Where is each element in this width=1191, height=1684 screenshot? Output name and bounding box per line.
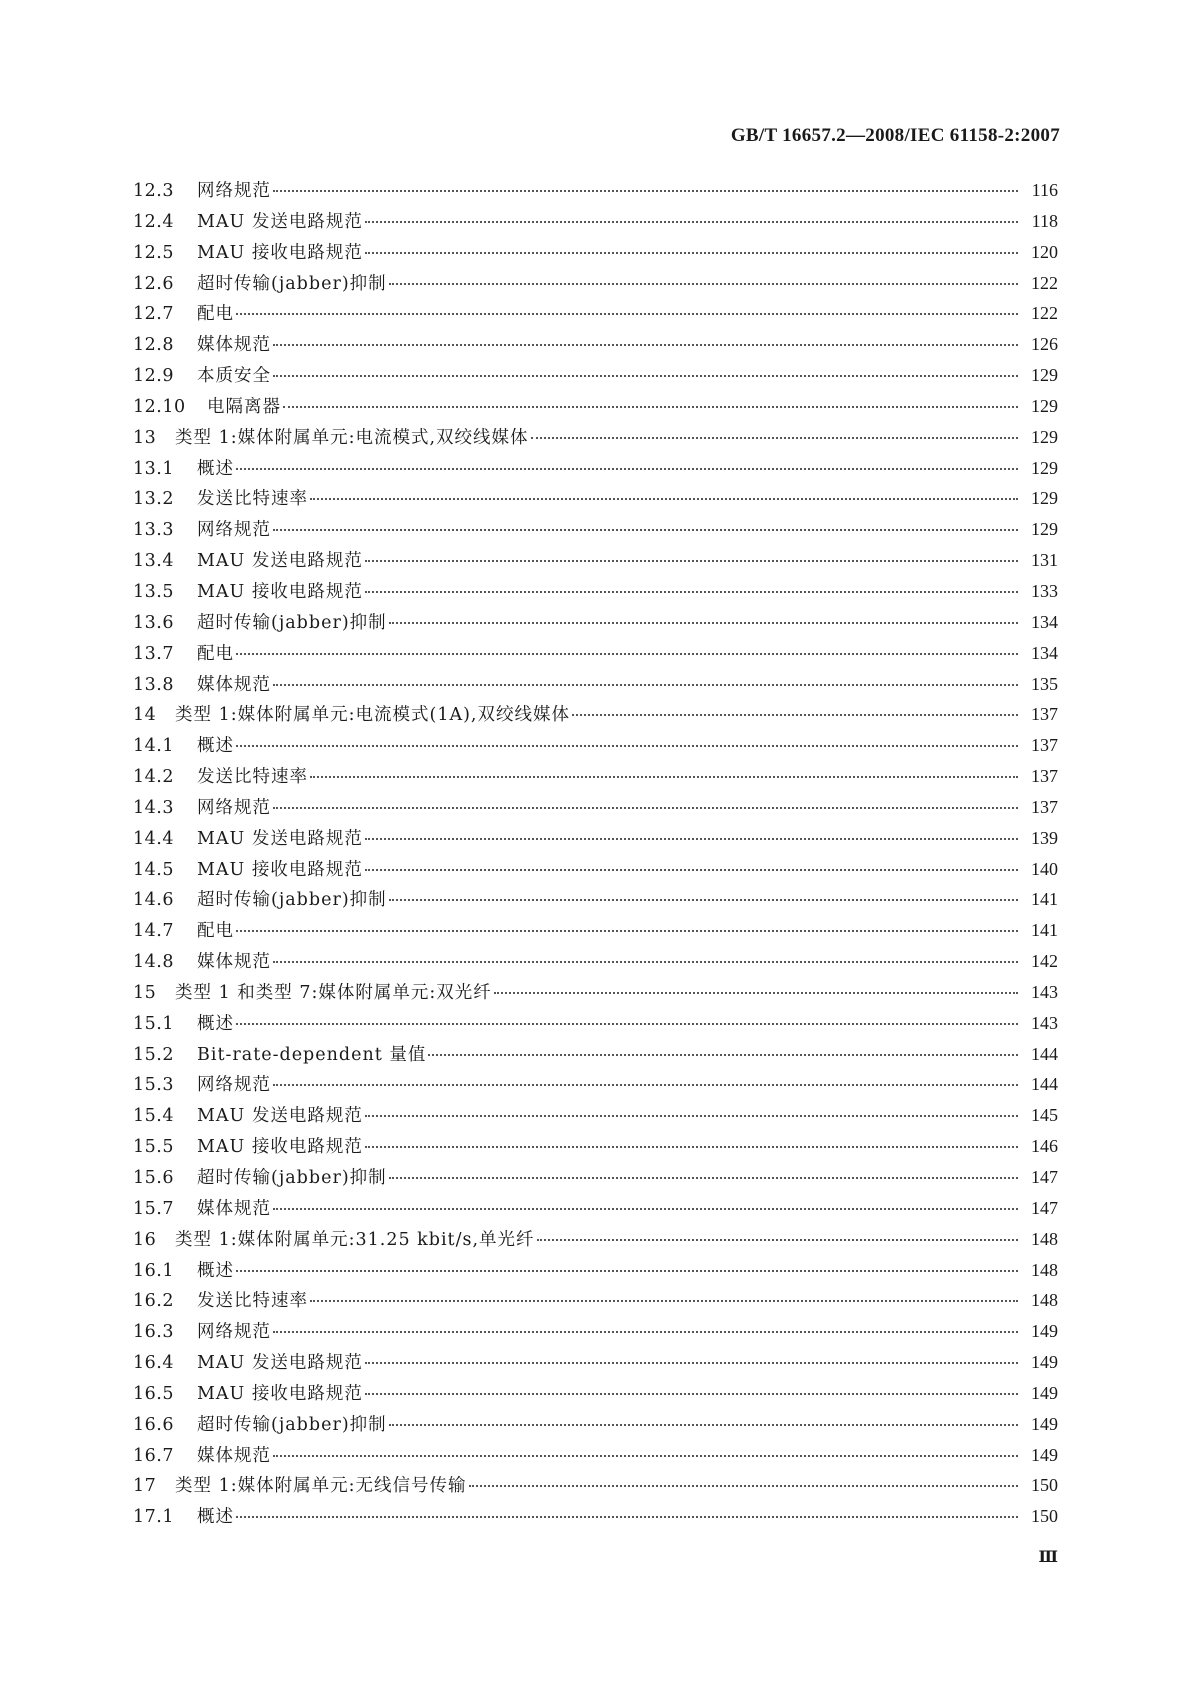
toc-entry-page: 150 bbox=[1031, 1506, 1058, 1527]
toc-entry-number: 12.9 bbox=[133, 366, 174, 387]
toc-entry-title: 类型 1:媒体附属单元:31.25 kbit/s,单光纤 bbox=[175, 1229, 535, 1250]
toc-dot-leader bbox=[236, 1023, 1018, 1025]
toc-dot-leader bbox=[310, 776, 1018, 778]
toc-entry-title: 超时传输(jabber)抑制 bbox=[197, 1414, 387, 1435]
toc-entry-title: 类型 1:媒体附属单元:无线信号传输 bbox=[175, 1476, 467, 1497]
toc-entry-number: 12.8 bbox=[133, 335, 174, 356]
toc-entry-page: 140 bbox=[1031, 858, 1058, 879]
toc-entry-number: 16.3 bbox=[133, 1322, 174, 1343]
toc-dot-leader bbox=[273, 529, 1018, 531]
toc-entry-title: 电隔离器 bbox=[207, 396, 281, 417]
toc-entry-title: 配电 bbox=[197, 643, 234, 664]
toc-entry[interactable] bbox=[133, 488, 1058, 519]
toc-entry-number: 16.4 bbox=[133, 1353, 174, 1374]
toc-dot-leader bbox=[236, 745, 1018, 747]
toc-entry-page: 116 bbox=[1031, 180, 1058, 200]
toc-entry[interactable] bbox=[133, 1506, 1058, 1537]
toc-entry-title: 超时传输(jabber)抑制 bbox=[197, 890, 387, 911]
toc-entry-number: 14.5 bbox=[133, 859, 174, 880]
toc-entry-page: 147 bbox=[1031, 1167, 1058, 1187]
toc-entry-title: MAU 接收电路规范 bbox=[197, 859, 363, 880]
toc-entry[interactable] bbox=[133, 334, 1058, 365]
toc-entry-page: 134 bbox=[1031, 611, 1058, 632]
toc-entry-title: 发送比特速率 bbox=[197, 489, 308, 510]
toc-dot-leader bbox=[236, 468, 1018, 470]
toc-entry-number: 15 bbox=[133, 982, 157, 1003]
toc-dot-leader bbox=[236, 1516, 1018, 1518]
toc-dot-leader bbox=[365, 221, 1018, 223]
toc-dot-leader bbox=[428, 1054, 1018, 1056]
toc-entry-number: 15.4 bbox=[133, 1106, 174, 1127]
toc-entry-number: 12.10 bbox=[133, 396, 186, 417]
toc-dot-leader bbox=[389, 899, 1018, 901]
toc-entry-title: MAU 接收电路规范 bbox=[197, 1137, 363, 1158]
toc-entry-title: 概述 bbox=[197, 1507, 234, 1528]
toc-entry[interactable] bbox=[133, 674, 1058, 705]
toc-entry[interactable] bbox=[133, 889, 1058, 920]
toc-entry[interactable] bbox=[133, 1198, 1058, 1229]
toc-entry-title: 配电 bbox=[197, 921, 234, 942]
toc-entry-page: 135 bbox=[1031, 673, 1058, 694]
toc-entry-title: 网络规范 bbox=[197, 1075, 271, 1096]
toc-entry[interactable] bbox=[133, 1445, 1058, 1476]
toc-dot-leader bbox=[273, 961, 1018, 963]
toc-entry-number: 16 bbox=[133, 1229, 157, 1250]
toc-entry-page: 141 bbox=[1031, 920, 1058, 941]
toc-dot-leader bbox=[389, 1177, 1018, 1179]
toc-entry-number: 17 bbox=[133, 1476, 157, 1497]
toc-dot-leader bbox=[389, 1424, 1018, 1426]
toc-entry[interactable] bbox=[133, 242, 1058, 273]
toc-entry-page: 149 bbox=[1031, 1382, 1058, 1403]
toc-entry-title: MAU 接收电路规范 bbox=[197, 1383, 363, 1404]
toc-entry[interactable] bbox=[133, 303, 1058, 334]
toc-dot-leader bbox=[389, 283, 1018, 285]
toc-entry-page: 129 bbox=[1031, 395, 1058, 416]
toc-dot-leader bbox=[236, 1270, 1018, 1272]
toc-entry-page: 137 bbox=[1031, 704, 1058, 725]
toc-entry-page: 149 bbox=[1031, 1444, 1058, 1465]
toc-entry[interactable] bbox=[133, 550, 1058, 581]
toc-dot-leader bbox=[494, 992, 1018, 994]
toc-dot-leader bbox=[273, 190, 1018, 192]
toc-entry[interactable] bbox=[133, 643, 1058, 674]
toc-entry[interactable] bbox=[133, 612, 1058, 643]
toc-entry-number: 15.2 bbox=[133, 1044, 174, 1065]
toc-entry[interactable] bbox=[133, 1167, 1058, 1198]
toc-dot-leader bbox=[273, 1331, 1018, 1333]
toc-dot-leader bbox=[310, 1300, 1018, 1302]
toc-dot-leader bbox=[469, 1485, 1019, 1487]
toc-entry-number: 13.2 bbox=[133, 489, 174, 510]
toc-dot-leader bbox=[273, 1208, 1018, 1210]
toc-entry[interactable] bbox=[133, 1290, 1058, 1321]
toc-entry-page: 149 bbox=[1031, 1413, 1058, 1434]
toc-entry-number: 14.4 bbox=[133, 828, 174, 849]
toc-dot-leader bbox=[236, 653, 1018, 655]
toc-entry[interactable] bbox=[133, 1352, 1058, 1383]
toc-entry-number: 13.6 bbox=[133, 612, 174, 633]
toc-entry[interactable] bbox=[133, 982, 1058, 1013]
toc-entry-number: 12.6 bbox=[133, 273, 174, 294]
toc-entry-number: 12.4 bbox=[133, 211, 174, 232]
toc-entry-page: 137 bbox=[1031, 735, 1058, 756]
toc-entry-title: 发送比特速率 bbox=[197, 1291, 308, 1312]
toc-entry-page: 147 bbox=[1031, 1197, 1058, 1218]
toc-entry-title: 网络规范 bbox=[197, 1322, 271, 1343]
toc-entry-title: 媒体规范 bbox=[197, 1445, 271, 1466]
toc-entry[interactable] bbox=[133, 458, 1058, 489]
toc-entry[interactable] bbox=[133, 797, 1058, 828]
toc-entry-page: 126 bbox=[1031, 334, 1058, 355]
toc-entry[interactable] bbox=[133, 1105, 1058, 1136]
toc-entry-page: 120 bbox=[1031, 241, 1058, 262]
toc-entry-page: 150 bbox=[1031, 1475, 1058, 1496]
toc-entry-page: 148 bbox=[1031, 1228, 1058, 1249]
toc-entry-page: 144 bbox=[1031, 1043, 1058, 1064]
toc-entry-page: 122 bbox=[1031, 303, 1058, 324]
toc-entry-page: 148 bbox=[1031, 1290, 1058, 1311]
toc-entry-title: 超时传输(jabber)抑制 bbox=[197, 612, 387, 633]
toc-entry-number: 13.5 bbox=[133, 581, 174, 602]
toc-entry[interactable] bbox=[133, 828, 1058, 859]
toc-entry-number: 16.6 bbox=[133, 1414, 174, 1435]
toc-dot-leader bbox=[273, 375, 1018, 377]
toc-dot-leader bbox=[365, 869, 1018, 871]
toc-entry-page: 134 bbox=[1031, 642, 1058, 663]
toc-entry-page: 148 bbox=[1031, 1259, 1058, 1280]
toc-entry-title: 概述 bbox=[197, 736, 234, 757]
toc-entry-page: 133 bbox=[1031, 580, 1058, 601]
toc-entry-title: 网络规范 bbox=[197, 181, 271, 201]
toc-entry-number: 14.3 bbox=[133, 797, 174, 818]
toc-dot-leader bbox=[531, 437, 1018, 439]
toc-entry-page: 142 bbox=[1031, 951, 1058, 972]
toc-dot-leader bbox=[236, 930, 1018, 932]
toc-entry-number: 13.4 bbox=[133, 551, 174, 572]
toc-dot-leader bbox=[365, 591, 1018, 593]
toc-entry-page: 129 bbox=[1031, 457, 1058, 478]
page-number: Ⅲ bbox=[1038, 1549, 1058, 1566]
toc-entry-title: 配电 bbox=[197, 304, 234, 325]
toc-entry[interactable] bbox=[133, 1044, 1058, 1075]
toc-dot-leader bbox=[365, 838, 1018, 840]
toc-entry-number: 15.7 bbox=[133, 1198, 174, 1219]
toc-entry-page: 129 bbox=[1031, 488, 1058, 509]
toc-entry[interactable] bbox=[133, 951, 1058, 982]
toc-entry[interactable] bbox=[133, 581, 1058, 612]
toc-dot-leader bbox=[273, 807, 1018, 809]
toc-entry[interactable] bbox=[133, 365, 1058, 396]
toc-entry[interactable] bbox=[133, 1013, 1058, 1044]
toc-entry-title: 媒体规范 bbox=[197, 1198, 271, 1219]
toc-entry-number: 13 bbox=[133, 427, 157, 448]
toc-dot-leader bbox=[365, 1393, 1018, 1395]
toc-dot-leader bbox=[365, 1146, 1018, 1148]
toc-entry-title: MAU 发送电路规范 bbox=[197, 211, 363, 232]
toc-entry[interactable] bbox=[133, 859, 1058, 890]
toc-entry[interactable] bbox=[133, 1383, 1058, 1414]
toc-entry-page: 137 bbox=[1031, 766, 1058, 787]
toc-entry-title: 发送比特速率 bbox=[197, 767, 308, 788]
toc-entry-title: MAU 接收电路规范 bbox=[197, 581, 363, 602]
toc-entry-number: 14.8 bbox=[133, 952, 174, 973]
toc-entry[interactable] bbox=[133, 1074, 1058, 1105]
toc-entry-title: MAU 发送电路规范 bbox=[197, 1106, 363, 1127]
toc-entry[interactable] bbox=[133, 735, 1058, 766]
toc-entry-page: 145 bbox=[1031, 1105, 1058, 1126]
toc-entry-page: 129 bbox=[1031, 519, 1058, 540]
toc-entry-title: MAU 发送电路规范 bbox=[197, 1353, 363, 1374]
toc-entry-page: 146 bbox=[1031, 1136, 1058, 1157]
toc-entry-number: 15.5 bbox=[133, 1137, 174, 1158]
toc-dot-leader bbox=[389, 622, 1018, 624]
toc-entry-number: 13.3 bbox=[133, 520, 174, 541]
toc-dot-leader bbox=[365, 1362, 1018, 1364]
toc-entry-page: 143 bbox=[1031, 1012, 1058, 1033]
toc-entry-number: 14.1 bbox=[133, 736, 174, 757]
toc-dot-leader bbox=[236, 313, 1018, 315]
toc-entry[interactable] bbox=[133, 427, 1058, 458]
toc-entry-page: 129 bbox=[1031, 365, 1058, 386]
toc-entry-number: 12.5 bbox=[133, 242, 174, 263]
toc-entry[interactable] bbox=[133, 920, 1058, 951]
toc-entry-number: 13.7 bbox=[133, 643, 174, 664]
toc-entry-page: 139 bbox=[1031, 827, 1058, 848]
toc-entry[interactable] bbox=[133, 519, 1058, 550]
toc-entry-title: 类型 1:媒体附属单元:电流模式,双绞线媒体 bbox=[175, 427, 529, 448]
toc-entry[interactable] bbox=[133, 1136, 1058, 1167]
toc-dot-leader bbox=[365, 560, 1018, 562]
toc-entry-title: 媒体规范 bbox=[197, 674, 271, 695]
toc-entry-page: 141 bbox=[1031, 889, 1058, 910]
toc-entry-number: 14.2 bbox=[133, 767, 174, 788]
toc-entry[interactable] bbox=[133, 704, 1058, 735]
toc-dot-leader bbox=[537, 1239, 1018, 1241]
toc-dot-leader bbox=[273, 344, 1018, 346]
toc-entry-title: MAU 接收电路规范 bbox=[197, 242, 363, 263]
toc-entry-title: 网络规范 bbox=[197, 797, 271, 818]
toc-entry[interactable] bbox=[133, 180, 1058, 211]
toc-entry-title: 超时传输(jabber)抑制 bbox=[197, 273, 387, 294]
toc-dot-leader bbox=[572, 714, 1018, 716]
toc-entry-page: 149 bbox=[1031, 1352, 1058, 1373]
toc-entry-number: 14 bbox=[133, 705, 157, 726]
toc-entry-number: 16.1 bbox=[133, 1260, 174, 1281]
toc-entry-page: 118 bbox=[1031, 210, 1058, 231]
toc-entry-title: MAU 发送电路规范 bbox=[197, 828, 363, 849]
toc-entry-title: 媒体规范 bbox=[197, 335, 271, 356]
toc-entry-number: 16.2 bbox=[133, 1291, 174, 1312]
document-header: GB/T 16657.2—2008/IEC 61158-2:2007 bbox=[730, 125, 1060, 146]
toc-entry-title: MAU 发送电路规范 bbox=[197, 551, 363, 572]
toc-entry-title: 概述 bbox=[197, 1260, 234, 1281]
toc-entry-page: 131 bbox=[1031, 550, 1058, 571]
toc-entry-title: 概述 bbox=[197, 1013, 234, 1034]
toc-entry-page: 129 bbox=[1031, 426, 1058, 447]
toc-entry-page: 137 bbox=[1031, 796, 1058, 817]
toc-entry-number: 15.1 bbox=[133, 1013, 174, 1034]
table-of-contents bbox=[133, 180, 1058, 1537]
toc-entry-number: 12.3 bbox=[133, 181, 174, 201]
toc-entry-title: 概述 bbox=[197, 458, 234, 479]
toc-entry-page: 143 bbox=[1031, 981, 1058, 1002]
toc-entry[interactable] bbox=[133, 1414, 1058, 1445]
toc-dot-leader bbox=[273, 1455, 1018, 1457]
toc-dot-leader bbox=[273, 684, 1018, 686]
toc-entry[interactable] bbox=[133, 766, 1058, 797]
toc-entry-title: 类型 1 和类型 7:媒体附属单元:双光纤 bbox=[175, 982, 492, 1003]
toc-entry[interactable] bbox=[133, 1229, 1058, 1260]
toc-entry-number: 17.1 bbox=[133, 1507, 174, 1528]
toc-dot-leader bbox=[365, 1115, 1018, 1117]
toc-entry-page: 144 bbox=[1031, 1074, 1058, 1095]
toc-entry-title: 本质安全 bbox=[197, 366, 271, 387]
toc-entry[interactable] bbox=[133, 211, 1058, 242]
toc-entry-number: 16.5 bbox=[133, 1383, 174, 1404]
toc-entry-number: 12.7 bbox=[133, 304, 174, 325]
toc-entry[interactable] bbox=[133, 1321, 1058, 1352]
toc-entry-title: 类型 1:媒体附属单元:电流模式(1A),双绞线媒体 bbox=[175, 705, 570, 726]
toc-entry[interactable] bbox=[133, 1475, 1058, 1506]
toc-entry-number: 14.6 bbox=[133, 890, 174, 911]
toc-entry-number: 15.3 bbox=[133, 1075, 174, 1096]
toc-dot-leader bbox=[273, 1084, 1018, 1086]
toc-entry-page: 149 bbox=[1031, 1321, 1058, 1342]
toc-entry-page: 122 bbox=[1031, 272, 1058, 293]
toc-dot-leader bbox=[310, 498, 1018, 500]
toc-entry-title: 网络规范 bbox=[197, 520, 271, 541]
toc-entry-number: 16.7 bbox=[133, 1445, 174, 1466]
toc-dot-leader bbox=[365, 252, 1018, 254]
toc-entry-title: 超时传输(jabber)抑制 bbox=[197, 1168, 387, 1188]
toc-entry[interactable] bbox=[133, 396, 1058, 427]
toc-entry-title: Bit-rate-dependent 量值 bbox=[197, 1044, 427, 1065]
toc-entry[interactable] bbox=[133, 1260, 1058, 1291]
toc-entry-number: 13.1 bbox=[133, 458, 174, 479]
toc-entry-title: 媒体规范 bbox=[197, 952, 271, 973]
toc-entry-number: 14.7 bbox=[133, 921, 174, 942]
toc-entry[interactable] bbox=[133, 273, 1058, 304]
toc-entry-number: 13.8 bbox=[133, 674, 174, 695]
toc-entry-number: 15.6 bbox=[133, 1168, 174, 1188]
toc-dot-leader bbox=[283, 406, 1018, 408]
